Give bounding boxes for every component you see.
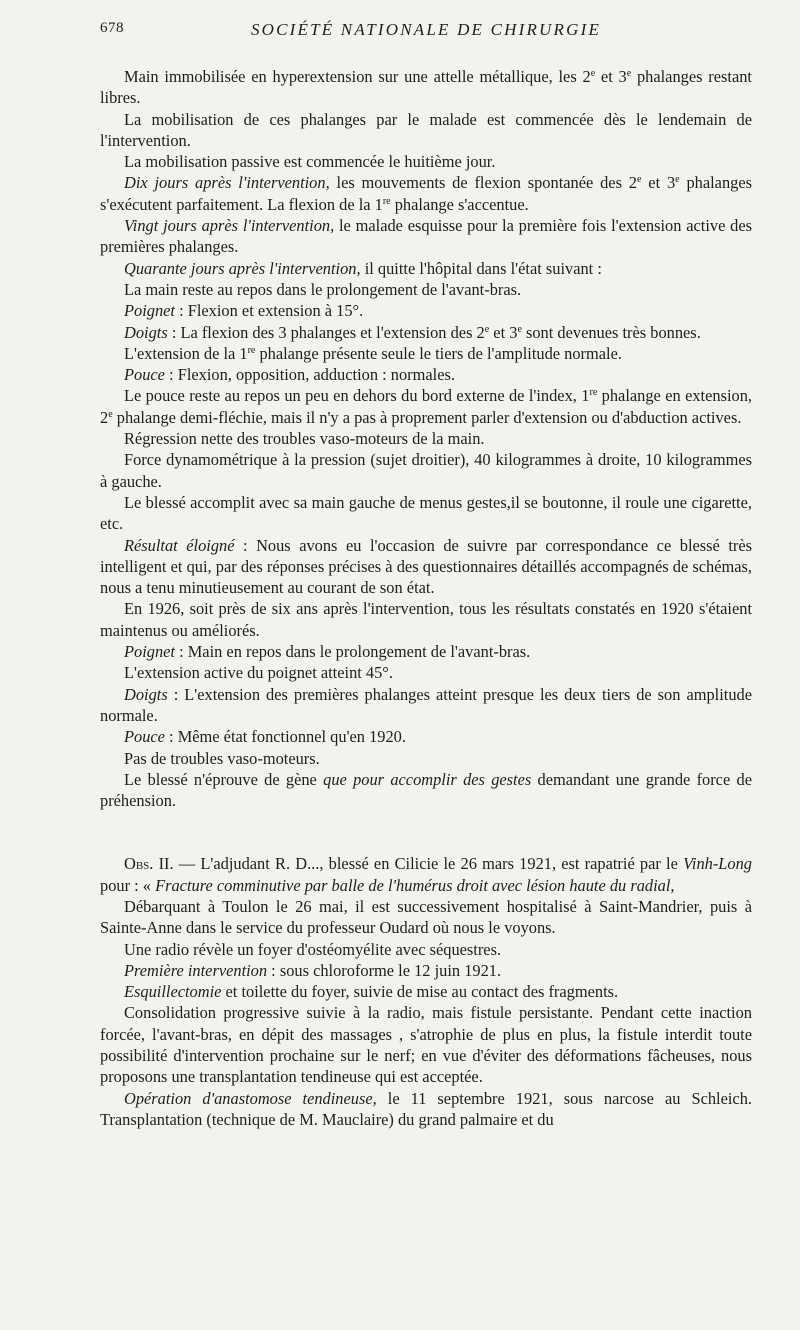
text-run: : Main en repos dans le prolongement de l'avant-bras.: [174, 642, 531, 662]
paragraph: [100, 215, 752, 258]
paragraph: [100, 109, 752, 152]
text-run: le malade esquisse pour la première fois l'extension active des premières phalanges.: [100, 216, 752, 257]
text-run: Doigts: [124, 684, 168, 704]
text-run: : La flexion des 3 phalanges et l'extension des 2: [167, 322, 485, 342]
text-run: Le pouce reste au repos un peu en dehors du bord externe de l'index, 1: [124, 386, 590, 406]
text-run: et 3: [489, 322, 518, 342]
text-run: : L'extension des premières phalanges atteint presque les deux tiers de son amplitude normale.: [100, 684, 752, 725]
text-run: et 3: [595, 67, 627, 86]
text-run: Main immobilisée en hyperextension sur une attelle métallique, les 2: [124, 67, 591, 86]
text-run: et toilette du foyer, suivie de mise au contact des fragments.: [221, 982, 619, 1002]
paragraph: [100, 279, 752, 300]
superscript: e: [626, 68, 632, 79]
paragraph: [100, 1088, 752, 1131]
superscript: e: [637, 174, 642, 186]
superscript: re: [589, 387, 598, 399]
text-run: Doigts: [124, 322, 168, 342]
text-run: phalanges s'exécutent parfaitement. La flexion de la 1: [100, 173, 752, 214]
paragraph: [100, 428, 752, 449]
paragraph: [100, 939, 752, 960]
paragraph: [100, 684, 752, 727]
text-run: L'extension active du poignet atteint 45°.: [124, 663, 393, 683]
text-run: Résultat éloigné: [124, 535, 235, 555]
text-run: Force dynamométrique à la pression (sujet droitier), 40 kilogrammes à droite, 10 kilogrammes à gauche.: [100, 450, 752, 491]
text-run: : Nous avons eu l'occasion de suivre par correspondance ce blessé très intelligent et qui, par des réponses précises à des questionnaires détaillés accompagnés de schémas, nous a tenu minutieusement au courant de son état.: [100, 535, 752, 598]
paragraph: [100, 960, 752, 981]
text-run: Consolidation progressive suivie à la radio, mais fistule persistante. Pendant cette inaction forcée, l'avant-bras, en dépit des massages , s'atrophie de plus en plus, la fistule interdit toute possibilité d'intervention prochaine sur le nerf; en vue d'éviter des déformations fâcheuses, nous proposons une transplantation tendineuse qui est acceptée.: [100, 1003, 752, 1087]
paragraph: [100, 322, 752, 343]
text-run: : Même état fonctionnel qu'en 1920.: [164, 727, 406, 747]
text-run: Vinh-Long: [683, 854, 752, 874]
paragraph: [100, 343, 752, 364]
text-run: La main reste au repos dans le prolongement de l'avant-bras.: [124, 279, 522, 299]
text-run: La mobilisation passive est commencée le huitième jour.: [124, 152, 496, 172]
running-title: SOCIÉTÉ NATIONALE DE CHIRURGIE: [250, 20, 602, 39]
text-run: Poignet: [124, 642, 175, 662]
text-run: — L'adjudant R. D..., blessé en Cilicie le 26 mars 1921, est rapatrié par le: [173, 854, 684, 874]
text-run: L'extension de la 1: [124, 343, 248, 363]
text-run: phalange présente seule le tiers de l'amplitude normale.: [255, 343, 622, 363]
text-run: Pouce: [124, 727, 165, 747]
text-run: demandant une grande force de préhension.: [100, 769, 752, 811]
paragraph: [100, 492, 752, 535]
paragraph: [100, 748, 752, 769]
text-run: : Flexion, opposition, adduction : normales.: [164, 365, 455, 385]
superscript: e: [484, 323, 490, 335]
text-run: phalange demi-fléchie, mais il n'y a pas à proprement parler d'extension ou d'abduction actives.: [112, 407, 742, 427]
paragraph: [100, 66, 752, 109]
text-run: Dix jours après l'intervention,: [124, 173, 330, 193]
paragraph: [100, 385, 752, 428]
text-run: phalange s'accentue.: [390, 194, 529, 214]
text-run: les mouvements de flexion spontanée des 2: [329, 173, 637, 193]
paragraph: [100, 896, 752, 939]
text-run: Esquillectomie: [124, 982, 222, 1002]
paragraph: [100, 769, 752, 812]
text-run: Débarquant à Toulon le 26 mai, il est successivement hospitalisé à Saint-Mandrier, puis à Sainte-Anne dans le service du professeur Oudard où nous le voyons.: [100, 896, 752, 938]
text-run: phalanges restant libres.: [100, 67, 752, 108]
text-run: sont devenues très bonnes.: [521, 322, 701, 342]
text-run: Fracture comminutive par balle de l'humérus droit avec lésion haute du radial,: [155, 875, 675, 895]
superscript: re: [247, 344, 256, 356]
page-header: [100, 20, 752, 46]
text-run: En 1926, soit près de six ans après l'intervention, tous les résultats constatés en 1920 s'étaient maintenus ou améliorés.: [100, 599, 752, 640]
paragraph: [100, 1002, 752, 1087]
paragraph: [100, 258, 752, 279]
superscript: re: [382, 195, 391, 207]
text-run: Une radio révèle un foyer d'ostéomyélite avec séquestres.: [124, 939, 502, 959]
paragraph: [100, 172, 752, 215]
text-run: Vingt jours après l'intervention,: [124, 216, 335, 236]
page-number: 678: [100, 20, 124, 36]
paragraph: [100, 981, 752, 1002]
text-run: le 11 septembre 1921, sous narcose au Schleich. Transplantation (technique de M. Mauclaire) du grand palmaire et du: [100, 1088, 752, 1129]
superscript: e: [517, 323, 522, 335]
text-run: Pouce: [124, 365, 165, 385]
paragraph: [100, 535, 752, 599]
superscript: e: [590, 68, 596, 79]
paragraph: [100, 641, 752, 662]
text-run: Obs. II.: [124, 854, 174, 874]
text-run: Quarante jours après l'intervention,: [124, 258, 361, 278]
text-run: Le blessé n'éprouve de gène: [124, 769, 324, 789]
text-run: Le blessé accomplit avec sa main gauche de menus gestes,il se boutonne, il roule une cigarette, etc.: [100, 492, 752, 534]
text-run: pour : «: [100, 875, 156, 895]
text-run: que pour accomplir des gestes: [323, 769, 532, 789]
superscript: e: [108, 408, 113, 420]
paragraph: [100, 598, 752, 641]
paragraph: [100, 151, 752, 172]
superscript: e: [675, 174, 680, 186]
text-run: : sous chloroforme le 12 juin 1921.: [267, 960, 502, 980]
paragraph: [100, 300, 752, 321]
text-run: Pas de troubles vaso-moteurs.: [124, 748, 320, 768]
paragraph: [100, 853, 752, 896]
paragraph: [100, 726, 752, 747]
text-run: Poignet: [124, 301, 175, 321]
paragraph: [100, 662, 752, 683]
text-run: : Flexion et extension à 15°.: [174, 301, 364, 321]
text-run: phalange en extension, 2: [100, 386, 753, 427]
text-run: Opération d'anastomose tendineuse,: [124, 1088, 377, 1108]
body-text: [100, 66, 752, 1130]
text-run: Première intervention: [124, 960, 268, 980]
text-run: Régression nette des troubles vaso-moteurs de la main.: [124, 429, 485, 449]
paragraph: [100, 449, 752, 492]
text-run: et 3: [641, 173, 676, 193]
text-run: il quitte l'hôpital dans l'état suivant :: [360, 258, 602, 278]
text-run: La mobilisation de ces phalanges par le malade est commencée dès le lendemain de l'intervention.: [100, 109, 752, 150]
paragraph: [100, 364, 752, 385]
